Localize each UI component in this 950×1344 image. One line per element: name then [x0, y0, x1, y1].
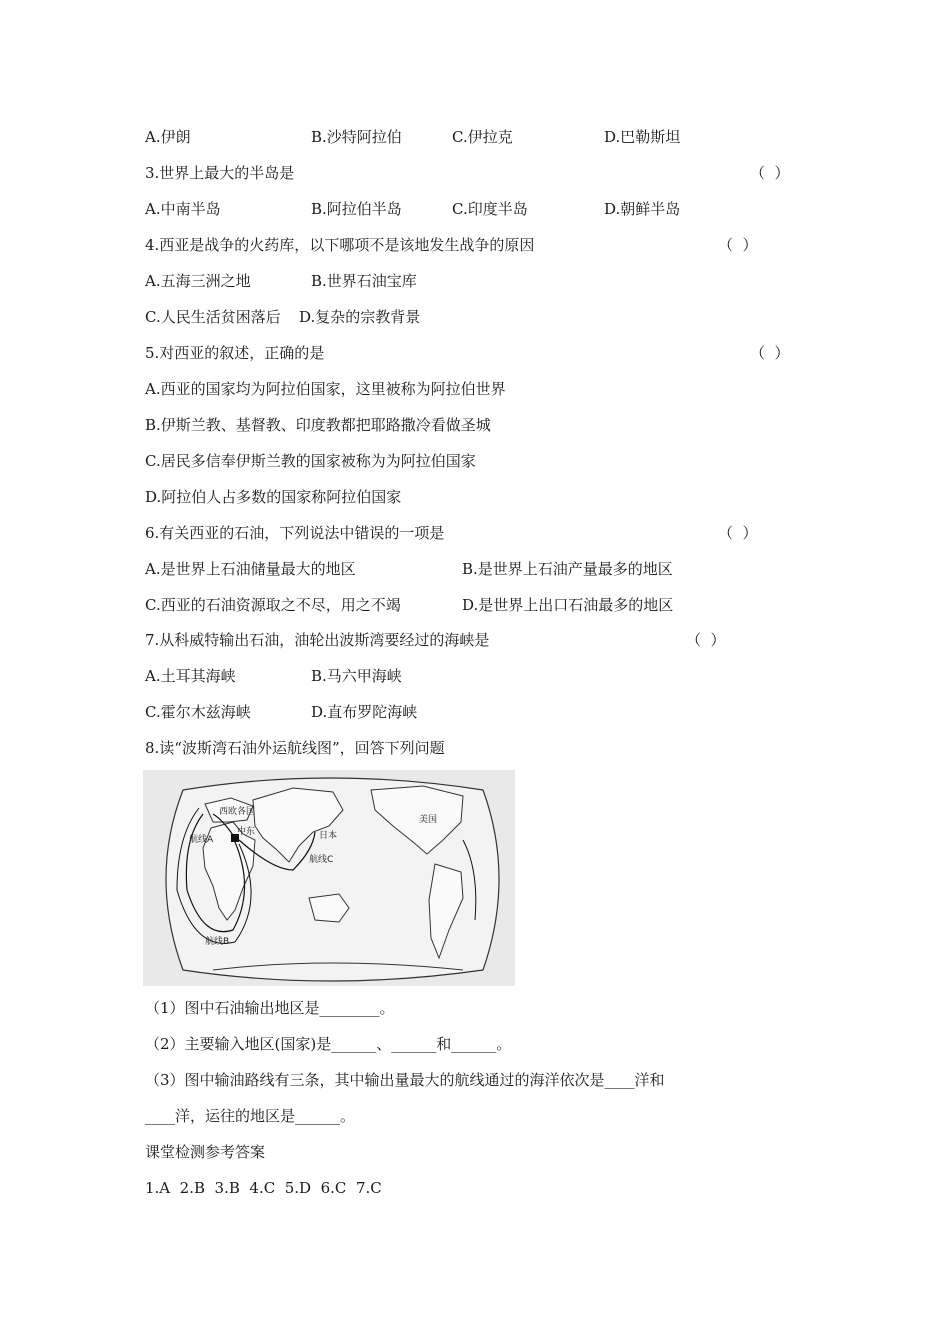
q7-option-d: D.直布罗陀海峡: [311, 703, 418, 721]
q4-option-b: B.世界石油宝库: [311, 272, 417, 290]
label-middle-east: 中东: [237, 827, 256, 837]
label-usa: 美国: [419, 815, 438, 825]
q8-sub2: （2）主要输入地区(国家)是______、______和______。: [145, 1035, 512, 1053]
q6-answer-paren: （ ）: [718, 524, 758, 542]
q3-stem: 3.世界上最大的半岛是: [145, 164, 295, 182]
q6-option-c: C.西亚的石油资源取之不尽，用之不竭: [145, 596, 401, 614]
q2-option-a: A.伊朗: [145, 128, 191, 146]
q6-option-a: A.是世界上石油储量最大的地区: [145, 560, 356, 578]
q3-option-d: D.朝鲜半岛: [604, 200, 681, 218]
q2-option-b: B.沙特阿拉伯: [311, 128, 402, 146]
q3-answer-paren: （ ）: [750, 164, 790, 182]
q5-option-a: A.西亚的国家均为阿拉伯国家，这里被称为阿拉伯世界: [145, 380, 506, 398]
q2-option-c: C.伊拉克: [452, 128, 513, 146]
q7-option-c: C.霍尔木兹海峡: [145, 703, 251, 721]
q3-option-b: B.阿拉伯半岛: [311, 200, 402, 218]
q6-option-d: D.是世界上出口石油最多的地区: [462, 596, 674, 614]
answers-text: 1.A 2.B 3.B 4.C 5.D 6.C 7.C: [145, 1179, 382, 1197]
q8-sub1: （1）图中石油输出地区是________。: [145, 999, 395, 1017]
q5-option-b: B.伊斯兰教、基督教、印度教都把耶路撒冷看做圣城: [145, 416, 491, 434]
label-route-a: 航线A: [189, 835, 214, 845]
q7-stem: 7.从科威特输出石油，油轮出波斯湾要经过的海峡是: [145, 631, 490, 649]
q4-option-c: C.人民生活贫困落后: [145, 308, 281, 326]
q8-stem: 8.读“波斯湾石油外运航线图”，回答下列问题: [145, 739, 445, 757]
q4-answer-paren: （ ）: [718, 236, 758, 254]
oil-route-map: [143, 770, 515, 986]
label-route-b: 航线B: [205, 937, 230, 947]
label-west-europe: 西欧各国: [219, 807, 256, 817]
q5-answer-paren: （ ）: [750, 344, 790, 362]
q8-sub3-part1: （3）图中输油路线有三条，其中输出量最大的航线通过的海洋依次是____洋和: [145, 1071, 665, 1089]
label-route-c: 航线C: [309, 855, 334, 865]
q5-option-d: D.阿拉伯人占多数的国家称阿拉伯国家: [145, 488, 402, 506]
q7-option-b: B.马六甲海峡: [311, 667, 402, 685]
q2-option-d: D.巴勒斯坦: [604, 128, 681, 146]
q4-option-d: D.复杂的宗教背景: [299, 308, 421, 326]
q4-stem: 4.西亚是战争的火药库，以下哪项不是该地发生战争的原因: [145, 236, 535, 254]
q8-sub3-part2: ____洋，运往的地区是______。: [145, 1107, 356, 1125]
world-map-figure: [143, 770, 515, 986]
q5-option-c: C.居民多信奉伊斯兰教的国家被称为为阿拉伯国家: [145, 452, 476, 470]
q3-option-a: A.中南半岛: [145, 200, 221, 218]
label-japan: 日本: [319, 831, 338, 841]
q6-stem: 6.有关西亚的石油，下列说法中错误的一项是: [145, 524, 445, 542]
answers-title: 课堂检测参考答案: [145, 1143, 266, 1161]
q7-option-a: A.土耳其海峡: [145, 667, 236, 685]
q5-stem: 5.对西亚的叙述，正确的是: [145, 344, 325, 362]
q7-answer-paren: （ ）: [686, 631, 726, 649]
q6-option-b: B.是世界上石油产量最多的地区: [462, 560, 673, 578]
q3-option-c: C.印度半岛: [452, 200, 528, 218]
q4-option-a: A.五海三洲之地: [145, 272, 251, 290]
